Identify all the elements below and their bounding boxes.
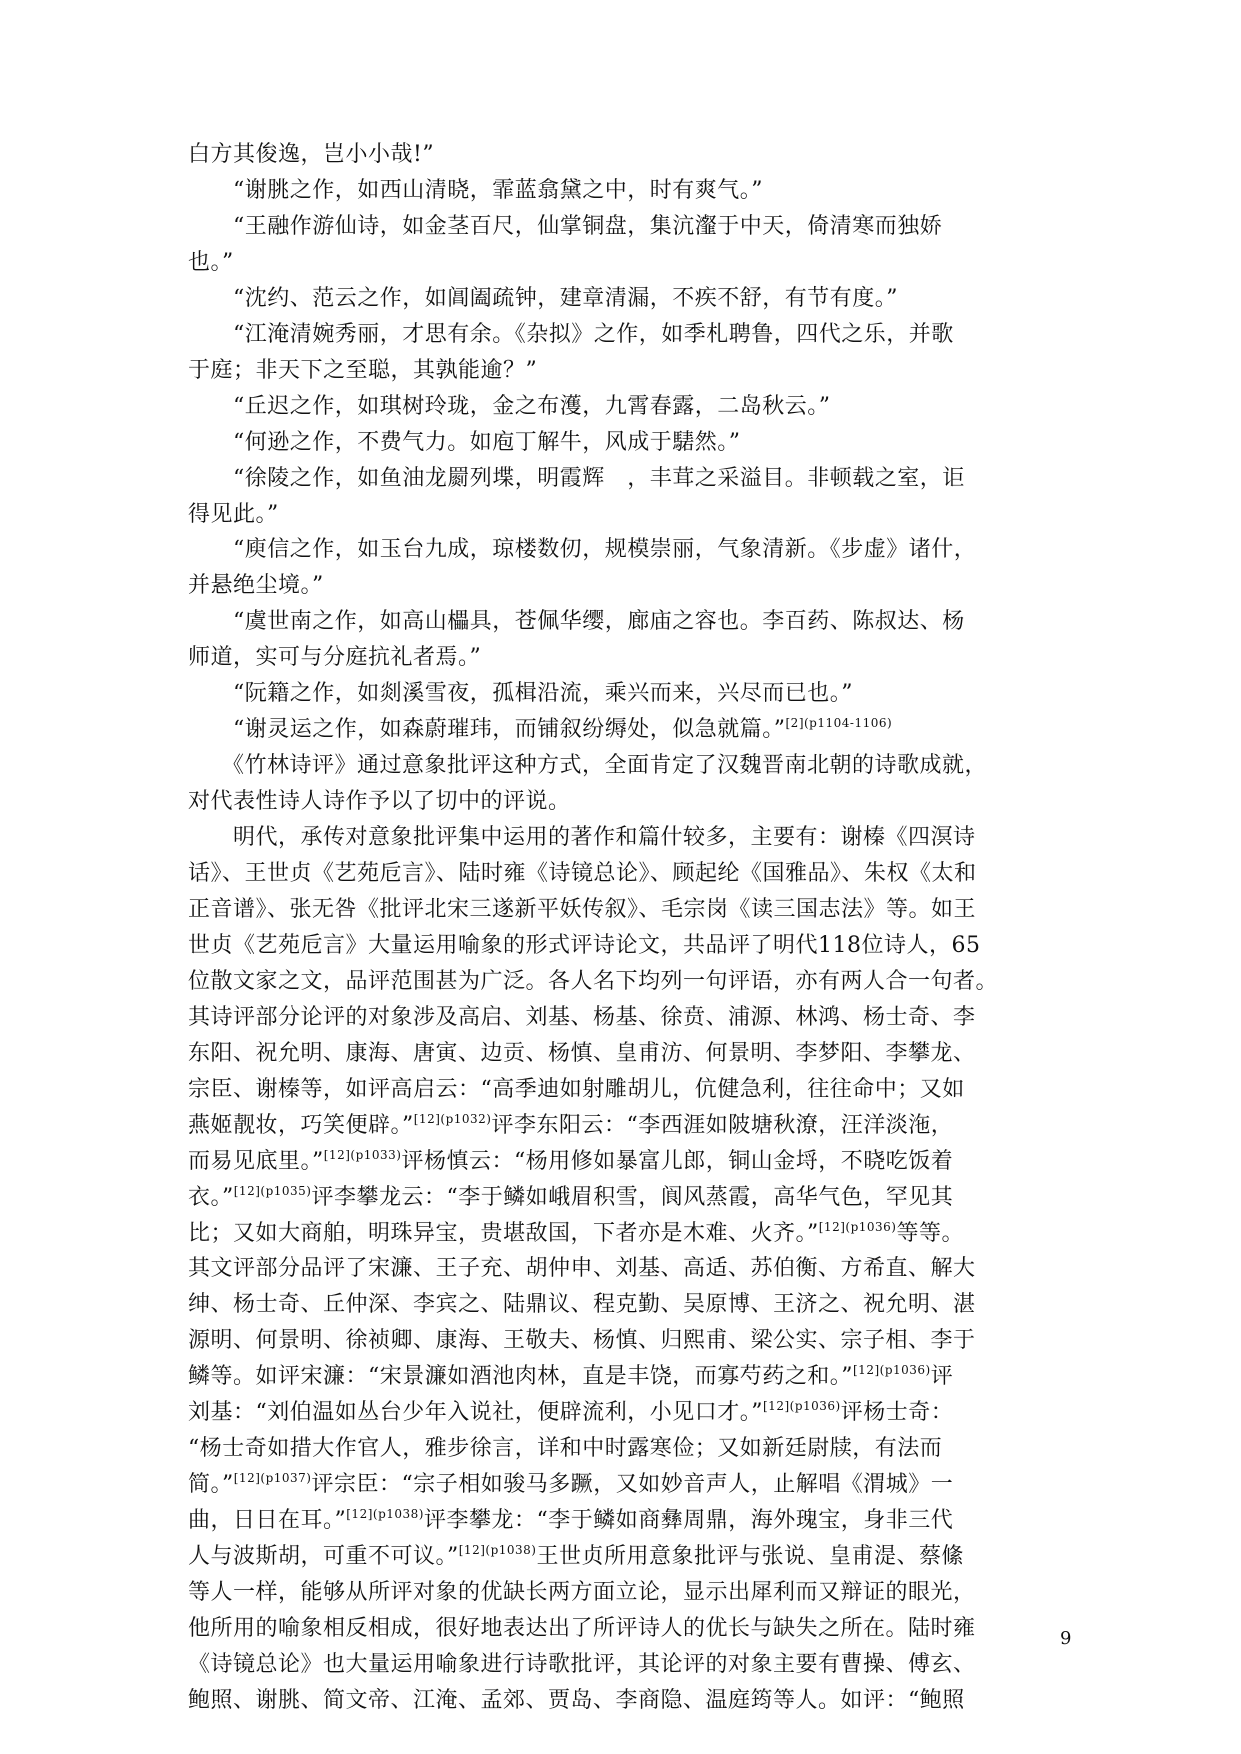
- text-line: [188, 1430, 1056, 1468]
- text-line: [188, 424, 1056, 462]
- text-run: 燕姬靓妆，巧笑便辟。”: [188, 1112, 414, 1138]
- text-run: “谢朓之作，如西山清晓，霏蓝翕黛之中，时有爽气。”: [188, 177, 763, 203]
- text-line: [188, 1107, 1056, 1145]
- text-line: [188, 1215, 1056, 1253]
- text-run: 话》、王世贞《艺苑卮言》、陆时雍《诗镜总论》、顾起纶《国雅品》、朱权《太和: [188, 861, 977, 886]
- text-run: 简。”: [188, 1472, 234, 1498]
- citation-ref: [2](p1104-1106): [785, 716, 893, 731]
- text-line: [188, 1250, 1056, 1288]
- text-run: 鳞等。如评宋濂：“宋景濂如酒池肉林，直是丰饶，而寡芍药之和。”: [188, 1364, 853, 1390]
- text-run: “杨士奇如措大作官人，雅步徐言，详和中时露寒俭；又如新廷尉牍，有法而: [188, 1436, 943, 1462]
- text-line: [188, 244, 1056, 282]
- text-run: 评李攀龙：“李于鳞如商彝周鼎，海外瑰宝，身非三代: [423, 1508, 954, 1534]
- text-line: [188, 747, 1056, 785]
- text-line: [188, 1179, 1056, 1217]
- citation-ref: [12](p1038): [346, 1507, 424, 1522]
- text-run: 《竹林诗评》通过意象批评这种方式，全面肯定了汉魏晋南北朝的诗歌成就，: [188, 753, 988, 779]
- text-run: 并悬绝尘境。”: [188, 573, 324, 599]
- text-run: 评李东阳云：“李西涯如陂塘秋潦，汪洋淡沲，: [491, 1112, 954, 1138]
- text-line: [188, 711, 1056, 749]
- text-line: [188, 1682, 1056, 1720]
- text-line: [188, 460, 1056, 498]
- text-run: 东阳、祝允明、康海、唐寅、边贡、杨慎、皇甫汸、何景明、李梦阳、李攀龙、: [188, 1040, 976, 1066]
- text-line: [188, 1358, 1056, 1396]
- text-run: 得见此。”: [188, 501, 279, 527]
- text-run: 评杨慎云：“杨用修如暴富儿郎，铜山金埒，不晓吃饭着: [401, 1148, 954, 1174]
- text-run: 评宗臣：“宗子相如骏马多蹶，又如妙音声人，止解唱《渭城》一: [311, 1472, 954, 1498]
- text-line: [188, 639, 1056, 677]
- text-line: [188, 963, 1056, 1001]
- text-run: 师道，实可与分庭抗礼者焉。”: [188, 645, 482, 671]
- text-run: “丘迟之作，如琪树玲珑，金之布濩，九霄春露，二岛秋云。”: [188, 393, 831, 419]
- text-run: 而易见底里。”: [188, 1148, 324, 1174]
- text-run: “谢灵运之作，如森蔚璀玮，而铺叙纷缛处，似急就篇。”: [188, 717, 786, 743]
- text-line: [188, 1394, 1056, 1432]
- citation-ref: [12](p1036): [818, 1219, 897, 1234]
- text-run: 鲍照、谢朓、简文帝、江淹、孟郊、贾岛、李商隐、温庭筠等人。如评：“鲍照: [188, 1687, 965, 1713]
- citation-ref: [12](p1032): [413, 1111, 492, 1126]
- text-run: “徐陵之作，如鱼油龙罽列堞，明霞辉 ，丰茸之采溢目。非顿载之室，讵: [188, 465, 965, 491]
- text-line: [188, 1035, 1056, 1073]
- text-run: 评: [930, 1364, 954, 1390]
- text-line: [188, 136, 1056, 174]
- text-run: 也。”: [188, 249, 234, 275]
- text-line: [188, 855, 1056, 893]
- citation-ref: [12](p1037): [233, 1471, 312, 1486]
- text-run: 曲，日日在耳。”: [188, 1508, 347, 1534]
- text-line: [188, 1071, 1056, 1109]
- text-run: “阮籍之作，如剡溪雪夜，孤楫沿流，乘兴而来，兴尽而已也。”: [188, 681, 853, 707]
- text-run: 源明、何景明、徐祯卿、康海、王敬夫、杨慎、归熙甫、梁公实、宗子相、李于: [188, 1328, 976, 1354]
- text-run: 评杨士奇：: [840, 1400, 954, 1426]
- text-run: “庾信之作，如玉台九成，琼楼数仞，规模崇丽，气象清新。《步虚》诸什，: [188, 537, 977, 563]
- text-run: 绅、杨士奇、丘仲深、李宾之、陆鼎议、程克勤、吴原博、王济之、祝允明、湛: [188, 1292, 976, 1318]
- text-line: [188, 208, 1056, 246]
- text-line: [188, 819, 1056, 857]
- text-run: 宗臣、谢榛等，如评高启云：“高季迪如射雕胡儿，伉健急利，往往命中；又如: [188, 1076, 965, 1102]
- text-run: 他所用的喻象相反相成，很好地表达出了所评诗人的优长与缺失之所在。陆时雍: [188, 1615, 976, 1641]
- text-run: 于庭；非天下之至聪，其孰能逾？”: [188, 357, 538, 383]
- text-line: [188, 1574, 1056, 1612]
- text-line: [188, 172, 1056, 210]
- citation-ref: [12](p1038): [458, 1543, 537, 1558]
- text-run: 《诗镜总论》也大量运用喻象进行诗歌批评，其论评的对象主要有曹操、傅玄、: [188, 1651, 976, 1677]
- text-run: 位散文家之文，品评范围甚为广泛。各人名下均列一句评语，亦有两人合一句者。: [188, 968, 999, 994]
- text-line: [188, 531, 1056, 569]
- text-line: [188, 675, 1056, 713]
- page-number: 9: [1060, 1628, 1072, 1649]
- text-run: “江淹清婉秀丽，才思有余。《杂拟》之作，如季札聘鲁，四代之乐，并歌: [188, 321, 954, 347]
- citation-ref: [12](p1033): [323, 1147, 402, 1162]
- text-line: [188, 1466, 1056, 1504]
- text-run: 王世贞所用意象批评与张说、皇甫湜、蔡絛: [536, 1544, 964, 1570]
- text-line: [188, 316, 1056, 354]
- citation-ref: [12](p1035): [233, 1183, 312, 1198]
- text-run: 等人一样，能够从所评对象的优缺长两方面立论，显示出犀利而又辩证的眼光，: [188, 1580, 976, 1605]
- text-line: [188, 1143, 1056, 1181]
- text-line: [188, 1502, 1056, 1540]
- text-line: [188, 352, 1056, 390]
- text-run: 白方其俊逸，岂小小哉!”: [188, 142, 435, 167]
- text-run: 刘基：“刘伯温如丛台少年入说社，便辟流利，小见口才。”: [188, 1400, 763, 1426]
- text-run: 明代，承传对意象批评集中运用的著作和篇什较多，主要有：谢榛《四溟诗: [188, 825, 976, 851]
- text-line: [188, 280, 1056, 318]
- text-run: 等等。: [896, 1220, 964, 1246]
- text-line: [188, 999, 1056, 1037]
- text-line: [188, 1610, 1056, 1648]
- text-run: 人与波斯胡，可重不可议。”: [188, 1544, 459, 1570]
- text-line: [188, 1286, 1056, 1324]
- text-run: 其诗评部分论评的对象涉及高启、刘基、杨基、徐贲、浦源、林鸿、杨士奇、李: [188, 1004, 976, 1030]
- text-run: “虞世南之作，如高山櫑具，苍佩华缨，廊庙之容也。李百药、陈叔达、杨: [188, 609, 965, 635]
- text-run: “王融作游仙诗，如金茎百尺，仙掌铜盘，集沆瀣于中天，倚清寒而独娇: [188, 213, 943, 239]
- text-line: [188, 567, 1056, 605]
- text-line: [188, 1322, 1056, 1360]
- citation-ref: [12](p1036): [763, 1399, 841, 1414]
- citation-ref: [12](p1036): [853, 1363, 931, 1378]
- text-line: [188, 927, 1056, 965]
- text-line: [188, 496, 1056, 534]
- text-line: [188, 388, 1056, 426]
- text-run: 评李攀龙云：“李于鳞如峨眉积雪，阆风蒸霞，高华气色，罕见其: [311, 1184, 954, 1210]
- text-run: 对代表性诗人诗作予以了切中的评说。: [188, 789, 571, 815]
- text-run: 世贞《艺苑卮言》大量运用喻象的形式评诗论文，共品评了明代118位诗人，65: [188, 932, 981, 958]
- text-run: “沈约、范云之作，如阊阖疏钟，建章清漏，不疾不舒，有节有度。”: [188, 285, 898, 311]
- text-run: “何逊之作，不费气力。如庖丁解牛，风成于騞然。”: [188, 429, 741, 455]
- text-run: 衣。”: [188, 1184, 234, 1210]
- text-line: [188, 1646, 1056, 1684]
- text-run: 比；又如大商舶，明珠异宝，贵堪敌国，下者亦是木难、火齐。”: [188, 1220, 819, 1246]
- text-run: 其文评部分品评了宋濂、王子充、胡仲申、刘基、高适、苏伯衡、方希直、解大: [188, 1256, 976, 1282]
- text-run: 正音谱》、张无咎《批评北宋三遂新平妖传叙》、毛宗岗《读三国志法》等。如王: [188, 896, 977, 922]
- text-line: [188, 891, 1056, 929]
- text-line: [188, 783, 1056, 821]
- text-line: [188, 1538, 1056, 1576]
- text-line: [188, 603, 1056, 641]
